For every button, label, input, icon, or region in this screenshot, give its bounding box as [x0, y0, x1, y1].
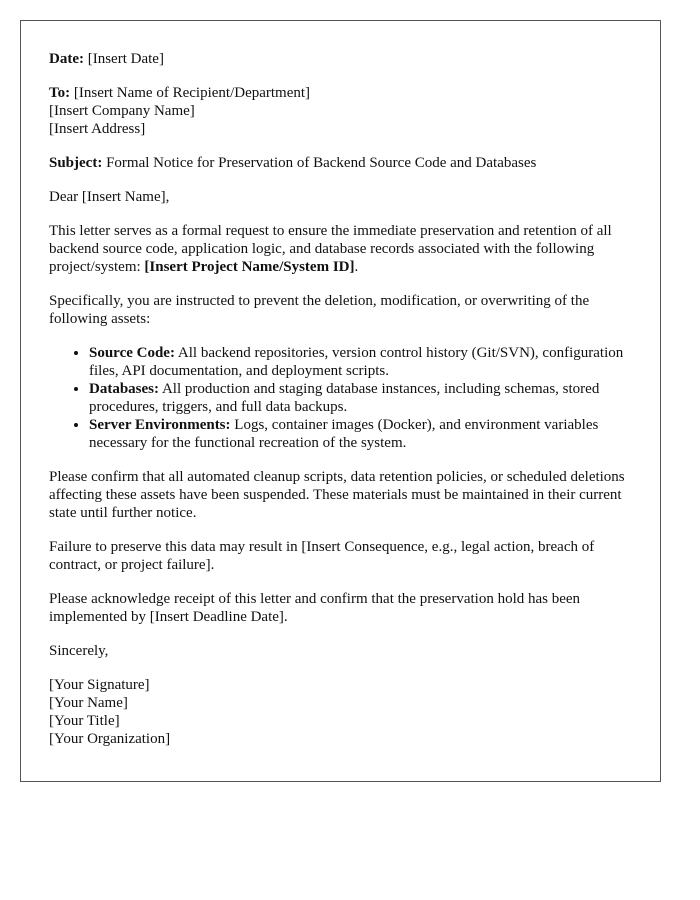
subject-line [49, 154, 632, 172]
signer-organization: [Your Organization] [49, 731, 171, 747]
asset-text: All production and staging database instances, including schemas, stored procedures, triggers, and full data backups. [89, 381, 600, 415]
signature-block [49, 676, 632, 748]
company-name: [Insert Company Name] [49, 103, 195, 119]
asset-label: Server Environments: [89, 417, 231, 433]
recipient-block [49, 84, 632, 138]
asset-list [49, 344, 632, 452]
instruction-paragraph: Specifically, you are instructed to prevent the deletion, modification, or overwriting of the following assets: [49, 293, 590, 327]
asset-text: Logs, container images (Docker), and environment variables necessary for the functional recreation of the system. [89, 417, 599, 451]
consequence-paragraph: Failure to preserve this data may result in [Insert Consequence, e.g., legal action, breach of contract, or project failure]. [49, 539, 595, 573]
intro-text: This letter serves as a formal request to ensure the immediate preservation and retention of all backend source code, application logic, and database records associated with the following project/system: [49, 223, 612, 275]
asset-label: Databases: [89, 381, 159, 397]
date-value: [Insert Date] [87, 51, 164, 67]
date-label: Date: [49, 51, 84, 67]
asset-text: All backend repositories, version control history (Git/SVN), configuration files, API documentation, and deployment scripts. [89, 345, 624, 379]
signer-title: [Your Title] [49, 713, 120, 729]
asset-item-server-environments [89, 416, 632, 452]
recipient-name: [Insert Name of Recipient/Department] [73, 85, 311, 101]
asset-item-databases [89, 380, 632, 416]
date-line [49, 50, 632, 68]
project-name: [Insert Project Name/System ID] [144, 259, 355, 275]
closing: Sincerely, [49, 643, 109, 659]
signer-name: [Your Name] [49, 695, 128, 711]
to-label: To: [49, 85, 71, 101]
greeting: Dear [Insert Name], [49, 189, 170, 205]
acknowledge-paragraph: Please acknowledge receipt of this letter and confirm that the preservation hold has been implemented by [Insert Deadline Date]. [49, 591, 581, 625]
intro-paragraph [49, 222, 632, 276]
subject-value: Formal Notice for Preservation of Backend Source Code and Databases [106, 155, 537, 171]
signature-placeholder: [Your Signature] [49, 677, 150, 693]
subject-label: Subject: [49, 155, 103, 171]
address-line: [Insert Address] [49, 121, 146, 137]
asset-item-source-code [89, 344, 632, 380]
letter-document [20, 20, 661, 782]
intro-end: . [354, 259, 359, 275]
confirmation-paragraph: Please confirm that all automated cleanup scripts, data retention policies, or scheduled deletions affecting these assets have been suspended. These materials must be maintained in their current state until further notice. [49, 469, 625, 521]
asset-label: Source Code: [89, 345, 175, 361]
recipient-line [49, 84, 632, 102]
